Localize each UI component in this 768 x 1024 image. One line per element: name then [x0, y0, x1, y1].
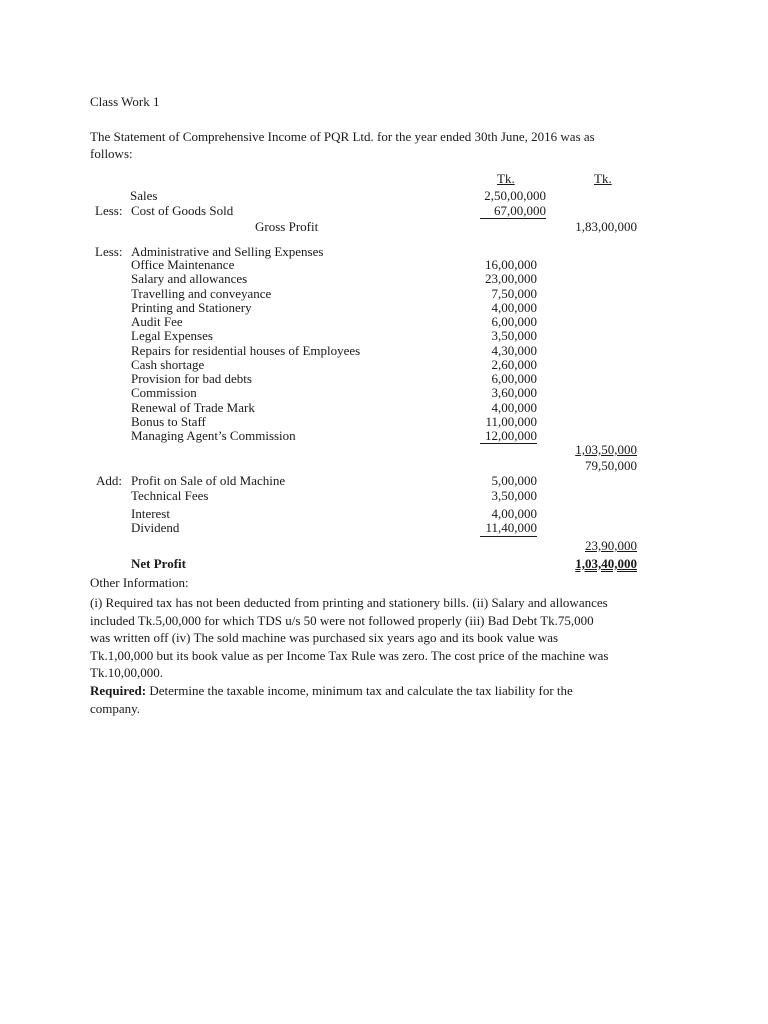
other-info-line: Tk.10,00,000. — [90, 665, 163, 680]
expense-row-label: Managing Agent’s Commission — [131, 428, 296, 443]
other-info-line: Tk.1,00,000 but its book value as per Income Tax Rule was zero. The cost price of the machine was — [90, 647, 609, 663]
expense-row-label: Bonus to Staff — [131, 413, 206, 429]
expense-row-value: 3,60,000 — [491, 385, 537, 401]
expense-row-value: 12,00,000 — [485, 428, 537, 443]
expenses-heading: Administrative and Selling Expenses — [131, 244, 324, 259]
cogs-label: Cost of Goods Sold — [131, 203, 234, 218]
expense-row-value: 7,50,000 — [491, 285, 537, 301]
expense-row-label: Renewal of Trade Mark — [131, 399, 255, 415]
required-text: Determine the taxable income, minimum tax and calculate the tax liability for the — [146, 683, 573, 698]
expense-row-label: Provision for bad debts — [131, 371, 252, 386]
expense-row-value: 11,00,000 — [485, 413, 537, 429]
other-info-line: was written off (iv) The sold machine was purchased six years ago and its book value was — [90, 630, 559, 645]
intro-line-2: follows: — [90, 146, 133, 161]
cogs-value: 67,00,000 — [494, 203, 546, 218]
other-info-paragraph — [90, 594, 650, 682]
sales-label: Sales — [130, 188, 158, 203]
expense-row-label: Salary and allowances — [131, 271, 248, 287]
expense-row-label: Cash shortage — [131, 356, 205, 372]
other-info-line: (i) Required tax has not been deducted from printing and stationery bills. (ii) Salary and allowances — [90, 595, 608, 610]
income-row-value: 11,40,000 — [485, 520, 537, 535]
expense-row-label: Legal Expenses — [131, 328, 213, 344]
income-row-value: 4,00,000 — [491, 506, 537, 521]
expense-row-value: 16,00,000 — [485, 257, 537, 272]
required-label: Required: — [90, 683, 147, 698]
cogs-prefix: Less: — [95, 203, 123, 218]
expense-row-value: 4,00,000 — [491, 399, 537, 415]
page-title: Class Work 1 — [90, 94, 160, 109]
expense-row-label: Printing and Stationery — [131, 299, 252, 315]
expense-row-value: 23,00,000 — [485, 271, 537, 287]
required-text-2: company. — [90, 700, 141, 716]
expense-row-value: 2,60,000 — [491, 356, 537, 372]
required-paragraph — [90, 682, 650, 717]
expense-row-value: 3,50,000 — [491, 328, 537, 344]
incomes-prefix: Add: — [96, 473, 122, 488]
gross-profit-label: Gross Profit — [255, 219, 319, 234]
expense-row-label: Repairs for residential houses of Employees — [131, 342, 361, 358]
gross-profit-value: 1,83,00,000 — [575, 219, 637, 234]
intro-line-1: The Statement of Comprehensive Income of PQR Ltd. for the year ended 30th June, 2016 was as — [90, 129, 595, 144]
column-header-tk-1: Tk. — [497, 171, 515, 186]
expense-row-value: 4,00,000 — [491, 299, 537, 315]
expense-row-value: 6,00,000 — [491, 371, 537, 386]
net-profit-value: 1,03,40,000 — [575, 556, 637, 571]
expenses-balance: 79,50,000 — [585, 458, 637, 473]
expense-row-value: 4,30,000 — [491, 342, 537, 358]
income-row-label: Interest — [131, 506, 170, 521]
expense-row-label: Office Maintenance — [131, 257, 235, 272]
column-header-tk-2: Tk. — [594, 171, 612, 186]
net-profit-label: Net Profit — [131, 556, 186, 571]
expense-row-label: Travelling and conveyance — [131, 285, 272, 301]
expenses-total: 1,03,50,000 — [575, 442, 637, 457]
expense-row-label: Commission — [131, 385, 197, 401]
expenses-underline — [480, 443, 537, 444]
expenses-prefix: Less: — [95, 244, 123, 259]
sales-value: 2,50,00,000 — [484, 188, 546, 203]
expense-row-label: Audit Fee — [131, 314, 183, 329]
cogs-underline — [480, 218, 546, 219]
income-row-label: Profit on Sale of old Machine — [131, 473, 286, 488]
income-row-value: 5,00,000 — [491, 473, 537, 488]
expense-row-value: 6,00,000 — [491, 314, 537, 329]
incomes-underline — [480, 536, 537, 537]
other-info-heading: Other Information: — [90, 575, 189, 590]
income-row-label: Technical Fees — [131, 488, 209, 503]
income-row-value: 3,50,000 — [491, 488, 537, 503]
incomes-total: 23,90,000 — [585, 538, 637, 553]
income-row-label: Dividend — [131, 520, 180, 535]
other-info-line: included Tk.5,00,000 for which TDS u/s 50 were not followed properly (iii) Bad Debt Tk.75,000 — [90, 612, 594, 628]
